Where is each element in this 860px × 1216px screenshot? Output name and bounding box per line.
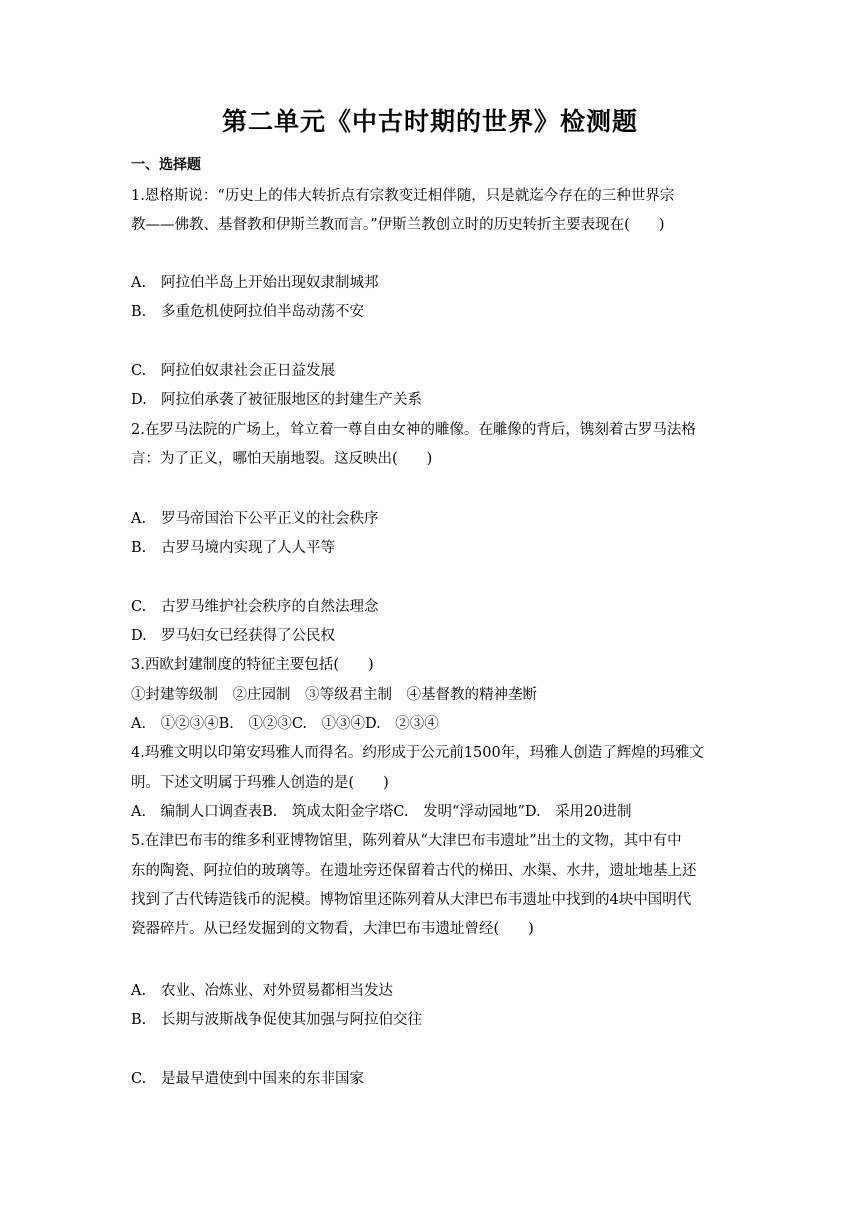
option-letter: D. (131, 628, 147, 644)
question-2-stem-line-1: 2.在罗马法院的广场上，耸立着一尊自由女神的雕像。在雕像的背后，镌刻着古罗马法格 (131, 422, 696, 438)
option-text: 农业、冶炼业、对外贸易都相当发达 (161, 983, 393, 999)
question-2-stem-line-2: 言：为了正义，哪怕天崩地裂。这反映出( ) (131, 451, 433, 467)
question-1-option-b (131, 302, 364, 322)
option-text: 古罗马维护社会秩序的自然法理念 (161, 599, 379, 615)
option-text: 阿拉伯半岛上开始出现奴隶制城邦 (161, 275, 379, 291)
option-letter: C. (131, 1071, 147, 1087)
question-5-option-a (131, 981, 393, 1001)
option-letter: B. (131, 1012, 147, 1028)
option-letter: A. (131, 511, 147, 527)
question-5-stem-line-3: 找到了古代铸造钱币的泥模。博物馆里还陈列着从大津巴布韦遗址中找到的4块中国明代 (131, 892, 692, 908)
question-3-stem-line-1: 3.西欧封建制度的特征主要包括( ) (131, 657, 374, 673)
question-1-option-d (131, 390, 422, 410)
question-1-option-c (131, 361, 335, 381)
option-letter: A. (131, 983, 147, 999)
question-5-option-c (131, 1069, 364, 1089)
option-text: 阿拉伯奴隶社会正日益发展 (161, 363, 335, 379)
question-1-option-a (131, 273, 379, 293)
question-2-option-a (131, 509, 379, 529)
option-text: 是最早遣使到中国来的东非国家 (161, 1071, 364, 1087)
question-5-option-b (131, 1010, 422, 1030)
question-1-stem-line-2: 教——佛教、基督教和伊斯兰教而言。”伊斯兰教创立时的历史转折主要表现在( ) (131, 217, 665, 233)
section-heading: 一、选择题 (131, 157, 201, 173)
option-text: 罗马妇女已经获得了公民权 (161, 628, 335, 644)
question-4-stem-line-1: 4.玛雅文明以印第安玛雅人而得名。约形成于公元前1500年，玛雅人创造了辉煌的玛雅文 (131, 745, 704, 761)
question-2-option-c (131, 597, 379, 617)
option-text: 古罗马境内实现了人人平等 (161, 540, 335, 556)
option-letter: B. (131, 304, 147, 320)
option-letter: C. (131, 363, 147, 379)
option-text: 阿拉伯承袭了被征服地区的封建生产关系 (161, 392, 422, 408)
question-3-stem-line-2: ①封建等级制 ②庄园制 ③等级君主制 ④基督教的精神垄断 (131, 687, 537, 703)
question-5-stem-line-1: 5.在津巴布韦的维多利亚博物馆里，陈列着从“大津巴布韦遗址”出土的文物，其中有中 (131, 833, 682, 849)
question-5-stem-line-4: 瓷器碎片。从已经发掘到的文物看，大津巴布韦遗址曾经( ) (131, 921, 534, 937)
option-text: 多重危机使阿拉伯半岛动荡不安 (161, 304, 364, 320)
question-2-option-b (131, 538, 335, 558)
option-letter: C. (131, 599, 147, 615)
question-4-stem-line-2: 明。下述文明属于玛雅人创造的是( ) (131, 775, 389, 791)
option-text: 长期与波斯战争促使其加强与阿拉伯交往 (161, 1012, 422, 1028)
question-4-options: A. 编制人口调查表B. 筑成太阳金字塔C. 发明“浮动园地”D. 采用20进制 (131, 804, 632, 820)
question-5-stem-line-2: 东的陶瓷、阿拉伯的玻璃等。在遗址旁还保留着古代的梯田、水渠、水井，遗址地基上还 (131, 863, 697, 879)
question-3-options: A. ①②③④B. ①②③C. ①③④D. ②③④ (131, 716, 439, 732)
option-letter: B. (131, 540, 147, 556)
page-title: 第二单元《中古时期的世界》检测题 (221, 107, 638, 136)
question-2-option-d (131, 626, 335, 646)
option-letter: D. (131, 392, 147, 408)
question-1-stem-line-1: 1.恩格斯说：“历史上的伟大转折点有宗教变迁相伴随，只是就迄今存在的三种世界宗 (131, 188, 675, 204)
option-letter: A. (131, 275, 147, 291)
option-text: 罗马帝国治下公平正义的社会秩序 (161, 511, 379, 527)
